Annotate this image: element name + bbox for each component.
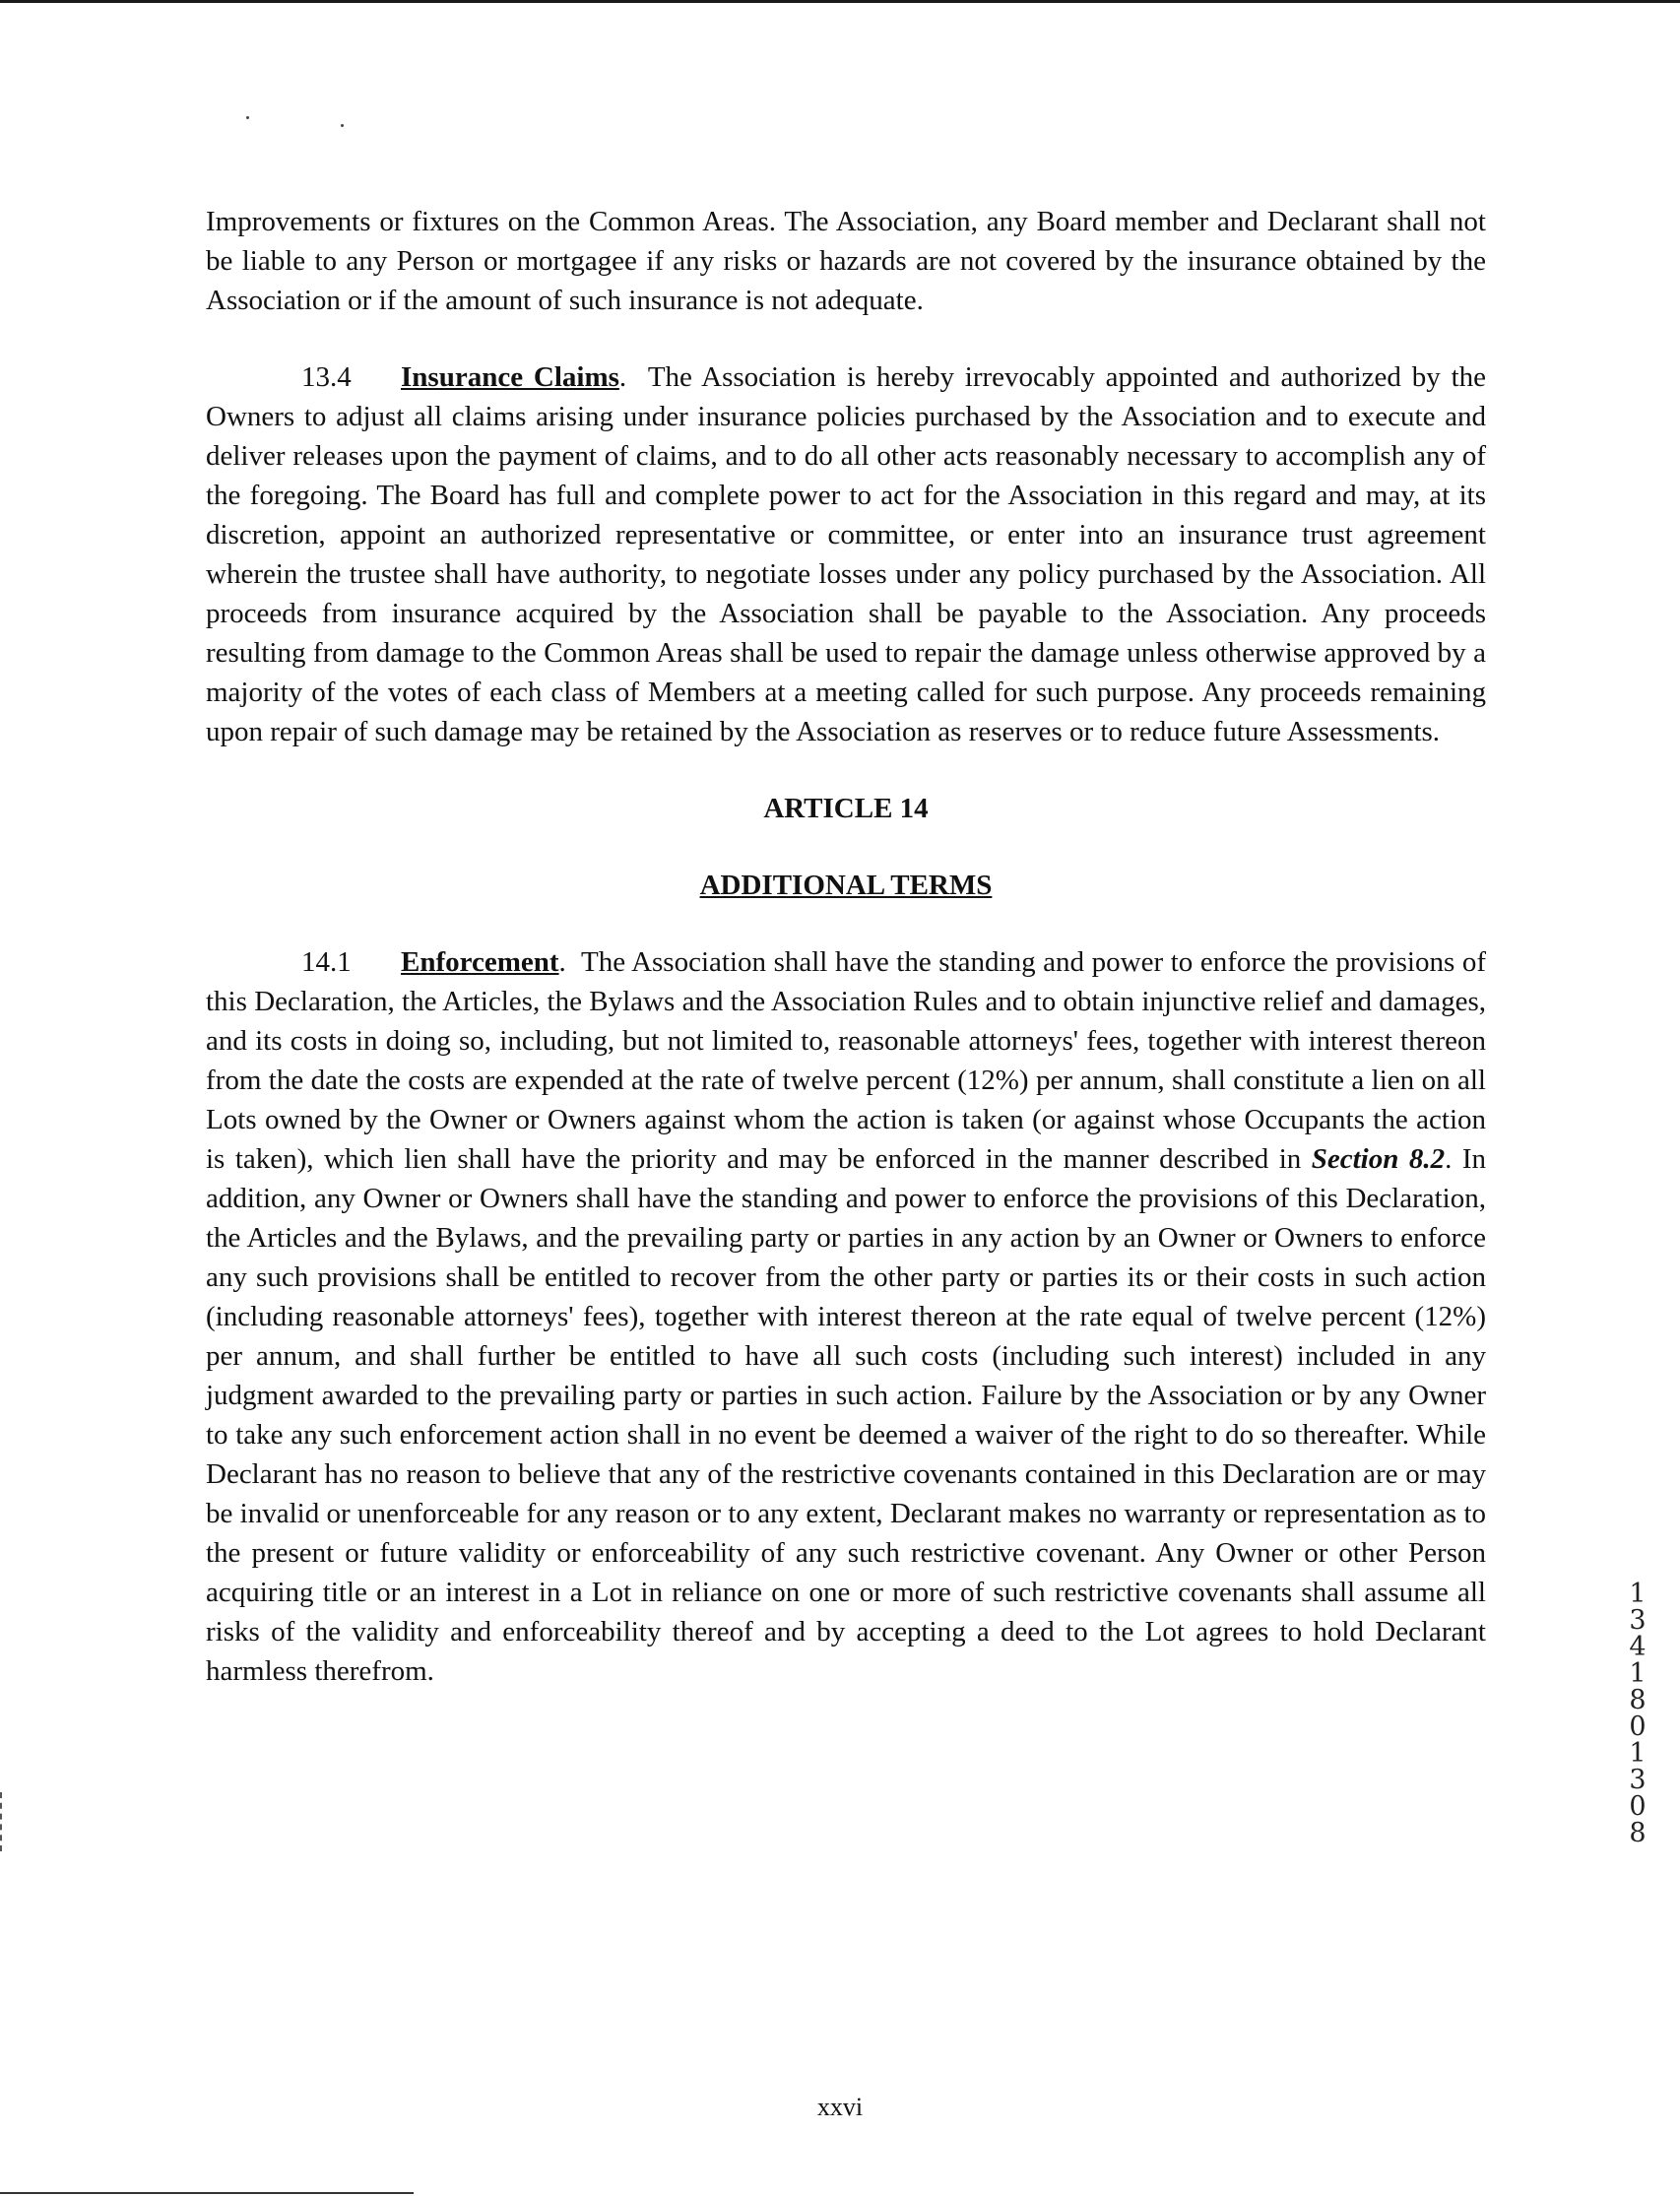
section-body: The Association is hereby irrevocably appointed and authorized by the Owners to adjust all claims arising under insurance policies purchased by the Association and to execute and deliver releases upon the payment of claims, and to do all other acts reasonably necessary to accomplish any of the foregoing. The Board has full and complete power to act for the Association in this regard and may, at its discretion, appoint an authorized representative or committee, or enter into an insurance trust agreement wherein the trustee shall have authority, to negotiate losses under any policy purchased by the Association. All proceeds from insurance acquired by the Association shall be payable to the Association. Any proceeds resulting from damage to the Common Areas shall be used to repair the damage unless otherwise approved by a majority of the votes of each class of Members at a meeting called for such purpose. Any proceeds remaining upon repair of such damage may be retained by the Association as reserves or to reduce future Assessments. <box>206 361 1486 747</box>
section-number: 14.1 <box>301 946 352 978</box>
article-subtitle-text: ADDITIONAL TERMS <box>699 870 993 901</box>
section-heading-punct: . <box>558 946 566 978</box>
section-body-part1: The Association shall have the standing and power to enforce the provisions of this Declaration, the Articles, the Bylaws and the Association Rules and to obtain injunctive relief and damages, and its costs in doing so, including, but not limited to, reasonable attorneys' fees, together with interest thereon from the date the costs are expended at the rate of twelve percent (12%) per annum, shall constitute a lien on all Lots owned by the Owner or Owners against whom the action is taken (or against whose Occupants the action is taken), which lien shall have the priority and may be enforced in the manner described in <box>206 946 1486 1175</box>
scan-edge-top <box>0 0 1680 3</box>
scan-speck <box>246 116 249 119</box>
article-subtitle <box>206 866 1486 905</box>
article-title: ARTICLE 14 <box>763 793 929 824</box>
section-number: 13.4 <box>301 361 352 393</box>
scan-speck <box>341 124 344 127</box>
paragraph-intro: Improvements or fixtures on the Common Areas. The Association, any Board member and Declarant shall not be liable to any Person or mortgagee if any risks or hazards are not covered by the insurance obtained by the Association or if the amount of such insurance is not adequate. <box>206 206 1486 316</box>
section-heading: Enforcement <box>401 946 559 978</box>
page-number: xxvi <box>816 2093 864 2121</box>
section-heading: Insurance Claims <box>401 361 619 393</box>
document-body <box>206 202 1486 1728</box>
section-14-1 <box>206 942 1486 1691</box>
scan-edge-bottom <box>0 2192 414 2194</box>
section-reference: Section 8.2 <box>1311 1143 1446 1175</box>
section-body-part2: . In addition, any Owner or Owners shall have the standing and power to enforce the provisions of this Declaration, the Articles and the Bylaws, and the prevailing party or parties in any action by an Owner or Owners to enforce any such provisions shall be entitled to recover from the other party or parties its or their costs in such action (including reasonable attorneys' fees), together with interest thereon at the rate equal of twelve percent (12%) per annum, and shall further be entitled to have all such costs (including such interest) included in any judgment awarded to the prevailing party or parties in such action. Failure by the Association or by any Owner to take any such enforcement action shall in no event be deemed a waiver of the right to do so thereafter. While Declarant has no reason to believe that any of the restrictive covenants contained in this Declaration are or may be invalid or unenforceable for any reason or to any extent, Declarant makes no warranty or representation as to the present or future validity or enforceability of any such restrictive covenant. Any Owner or other Person acquiring title or an interest in a Lot in reliance on one or more of such restrictive covenants shall assume all risks of the validity and enforceability thereof and by accepting a deed to the Lot agrees to hold Declarant harmless therefrom. <box>206 1143 1486 1687</box>
section-heading-punct: . <box>618 361 627 393</box>
scan-edge-left <box>0 1792 4 1851</box>
recording-stamp: 13418 01308 <box>1629 1579 1647 1848</box>
section-13-4 <box>206 357 1486 751</box>
